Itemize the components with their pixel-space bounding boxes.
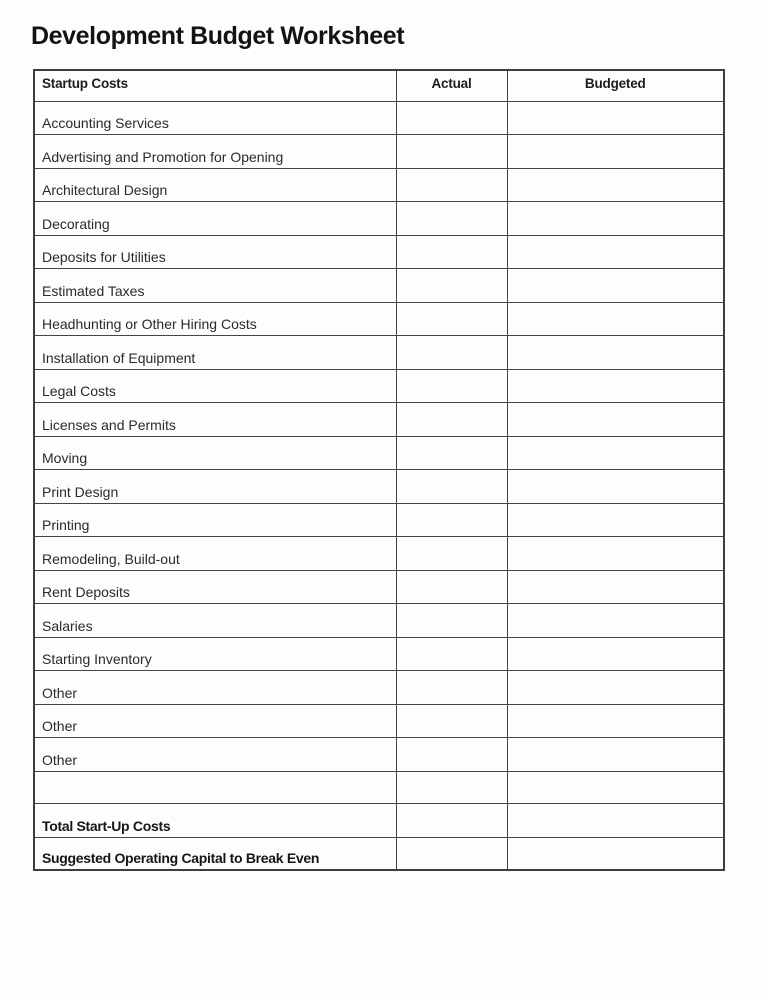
budgeted-cell [507, 503, 724, 537]
row-label: Licenses and Permits [34, 403, 396, 437]
actual-cell [396, 738, 507, 772]
actual-cell [396, 235, 507, 269]
row-label: Salaries [34, 604, 396, 638]
table-row [34, 436, 724, 470]
budgeted-cell [507, 202, 724, 236]
table-row [34, 803, 724, 837]
table-body [34, 101, 724, 870]
actual-cell [396, 168, 507, 202]
table-row [34, 503, 724, 537]
row-label: Installation of Equipment [34, 336, 396, 370]
budgeted-cell [507, 101, 724, 135]
page-title: Development Budget Worksheet [31, 22, 405, 50]
actual-cell [396, 135, 507, 169]
table-row [34, 403, 724, 437]
actual-cell [396, 336, 507, 370]
budgeted-cell [507, 135, 724, 169]
budget-table [33, 69, 725, 871]
table-row [34, 168, 724, 202]
row-label: Legal Costs [34, 369, 396, 403]
table-row [34, 570, 724, 604]
table-row [34, 738, 724, 772]
budgeted-cell [507, 637, 724, 671]
table-row [34, 671, 724, 705]
row-label: Estimated Taxes [34, 269, 396, 303]
budgeted-cell [507, 604, 724, 638]
row-label: Starting Inventory [34, 637, 396, 671]
budgeted-cell [507, 570, 724, 604]
row-label: Headhunting or Other Hiring Costs [34, 302, 396, 336]
row-label: Printing [34, 503, 396, 537]
budgeted-cell [507, 738, 724, 772]
budgeted-cell [507, 168, 724, 202]
row-label: Moving [34, 436, 396, 470]
table-row [34, 771, 724, 803]
actual-cell [396, 604, 507, 638]
column-header-actual: Actual [396, 70, 507, 101]
row-label: Accounting Services [34, 101, 396, 135]
budgeted-cell [507, 837, 724, 870]
row-label: Deposits for Utilities [34, 235, 396, 269]
row-label: Rent Deposits [34, 570, 396, 604]
column-header-budgeted: Budgeted [507, 70, 724, 101]
table-row [34, 470, 724, 504]
row-label: Architectural Design [34, 168, 396, 202]
actual-cell [396, 771, 507, 803]
row-label: Suggested Operating Capital to Break Even [34, 837, 396, 870]
row-label: Other [34, 704, 396, 738]
actual-cell [396, 302, 507, 336]
budgeted-cell [507, 803, 724, 837]
actual-cell [396, 704, 507, 738]
table-row [34, 604, 724, 638]
actual-cell [396, 202, 507, 236]
row-label: Total Start-Up Costs [34, 803, 396, 837]
budgeted-cell [507, 436, 724, 470]
budgeted-cell [507, 671, 724, 705]
row-label: Other [34, 738, 396, 772]
table-row [34, 537, 724, 571]
actual-cell [396, 470, 507, 504]
actual-cell [396, 101, 507, 135]
budgeted-cell [507, 470, 724, 504]
actual-cell [396, 269, 507, 303]
table-row [34, 637, 724, 671]
table-row [34, 235, 724, 269]
row-label: Advertising and Promotion for Opening [34, 135, 396, 169]
column-header-startup-costs: Startup Costs [34, 70, 396, 101]
actual-cell [396, 436, 507, 470]
budgeted-cell [507, 336, 724, 370]
budgeted-cell [507, 369, 724, 403]
table-row [34, 135, 724, 169]
table-row [34, 302, 724, 336]
actual-cell [396, 570, 507, 604]
actual-cell [396, 503, 507, 537]
actual-cell [396, 803, 507, 837]
budgeted-cell [507, 704, 724, 738]
budgeted-cell [507, 302, 724, 336]
table-row [34, 704, 724, 738]
budgeted-cell [507, 771, 724, 803]
budgeted-cell [507, 537, 724, 571]
table-row [34, 369, 724, 403]
row-label: Decorating [34, 202, 396, 236]
actual-cell [396, 403, 507, 437]
table-row [34, 269, 724, 303]
row-label [34, 771, 396, 803]
actual-cell [396, 671, 507, 705]
table-row [34, 336, 724, 370]
header-row [34, 70, 724, 101]
budgeted-cell [507, 269, 724, 303]
table-row [34, 202, 724, 236]
actual-cell [396, 837, 507, 870]
row-label: Print Design [34, 470, 396, 504]
table-row [34, 101, 724, 135]
row-label: Remodeling, Build-out [34, 537, 396, 571]
table-row [34, 837, 724, 870]
actual-cell [396, 537, 507, 571]
row-label: Other [34, 671, 396, 705]
budgeted-cell [507, 235, 724, 269]
budgeted-cell [507, 403, 724, 437]
actual-cell [396, 369, 507, 403]
actual-cell [396, 637, 507, 671]
